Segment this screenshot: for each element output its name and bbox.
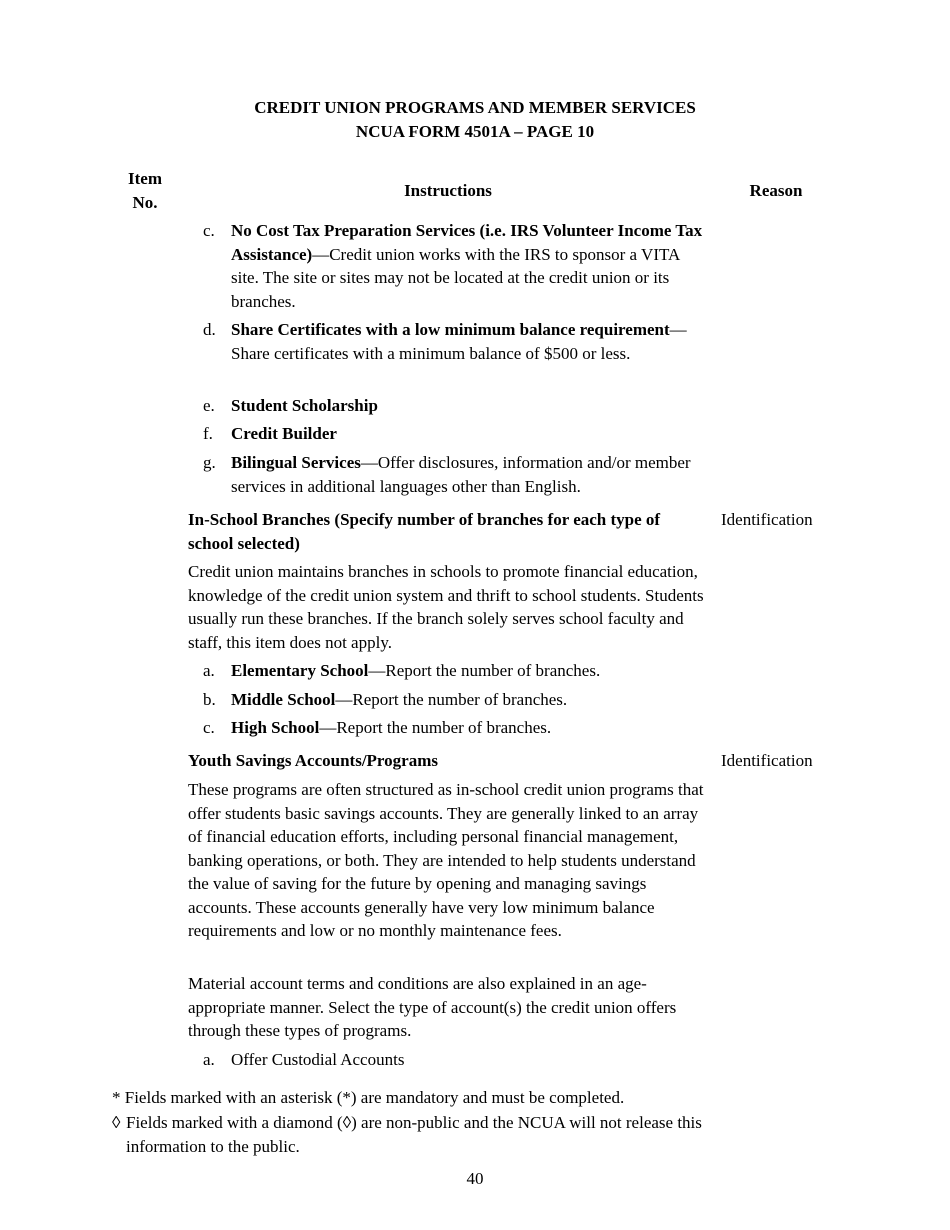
youth-reason: Identification (721, 751, 813, 770)
column-header-instructions: Instructions (404, 181, 492, 200)
in-school-description: Credit union maintains branches in schools to promote financial education, knowledge of the credit union system and thrift to school students. Students usually run these branches. If the branch solely serves school faculty and staff, this item does not apply. (188, 562, 704, 652)
list-item-text (231, 219, 709, 313)
list-item-bold: High School (231, 718, 320, 737)
list-item-text (231, 394, 709, 418)
list-item-letter: b. (203, 690, 216, 709)
list-item-text (231, 422, 709, 446)
list-item-bold: No Cost Tax Preparation Services (i.e. IRS Volunteer Income Tax Assistance) (231, 221, 703, 264)
page-number: 40 (466, 1169, 484, 1188)
form-title: CREDIT UNION PROGRAMS AND MEMBER SERVICES (254, 98, 696, 117)
list-item-desc: —Offer disclosures, information and/or member services in additional languages other than English. (231, 453, 691, 496)
list-item-text (231, 659, 709, 683)
column-header-reason: Reason (749, 181, 803, 200)
column-header-item-line2: No. (132, 192, 158, 212)
list-item-bold: Middle School (231, 690, 336, 709)
list-item-bold: Elementary School (231, 661, 369, 680)
youth-paragraph-1: These programs are often structured as in-school credit union programs that offer students basic savings accounts. They are generally linked to an array of financial education efforts, including personal financial management, banking operations, or both. They are intended to help students understand the value of saving for the future by opening and managing savings accounts. These accounts generally have very low minimum balance requirements and low or no monthly maintenance fees. (188, 780, 704, 940)
list-item-desc: —Report the number of branches. (319, 718, 552, 737)
youth-paragraph-2: Material account terms and conditions are also explained in an age-appropriate manner. Select the type of account(s) the credit union offers through these types of programs. (188, 974, 677, 1040)
list-item-letter: d. (203, 320, 216, 339)
youth-heading-text: Youth Savings Accounts/Programs (188, 751, 438, 770)
list-item-text: Offer Custodial Accounts (231, 1050, 405, 1069)
list-item-text (231, 318, 709, 365)
list-item-letter: c. (203, 718, 215, 737)
youth-heading (188, 749, 708, 773)
footnote-diamond (112, 1111, 812, 1158)
list-item-bold: Share Certificates with a low minimum balance requirement (231, 320, 670, 339)
list-item-desc: —Report the number of branches. (335, 690, 568, 709)
list-item-letter: g. (203, 453, 216, 472)
column-header-item (115, 167, 175, 214)
list-item-bold: Bilingual Services (231, 453, 361, 472)
list-item-desc: —Report the number of branches. (368, 661, 601, 680)
in-school-heading-text: In-School Branches (Specify number of branches for each type of school selected) (188, 510, 661, 553)
list-item-letter: f. (203, 424, 213, 443)
list-item-desc: —Credit union works with the IRS to sponsor a VITA site. The site or sites may not be located at the credit union or its branches. (231, 244, 680, 311)
in-school-heading (188, 508, 708, 555)
list-item-text (231, 451, 709, 498)
list-item-letter: c. (203, 221, 215, 240)
list-item-text (231, 688, 709, 712)
diamond-icon: ◊ (112, 1113, 121, 1132)
footnote-asterisk: * Fields marked with an asterisk (*) are mandatory and must be completed. (112, 1088, 625, 1107)
list-item-text (231, 716, 709, 740)
list-item-letter: a. (203, 1050, 215, 1069)
list-item-bold: Student Scholarship (231, 396, 378, 415)
list-item-bold: Credit Builder (231, 424, 337, 443)
list-item-letter: e. (203, 396, 215, 415)
list-item-desc: —Share certificates with a minimum balance of $500 or less. (231, 320, 687, 363)
column-header-item-line1: Item (128, 169, 162, 188)
in-school-reason: Identification (721, 510, 813, 529)
footnote-diamond-text: Fields marked with a diamond (◊) are non-public and the NCUA will not release this information to the public. (126, 1113, 702, 1156)
list-item-letter: a. (203, 661, 215, 680)
form-subtitle: NCUA FORM 4501A – PAGE 10 (355, 122, 595, 141)
